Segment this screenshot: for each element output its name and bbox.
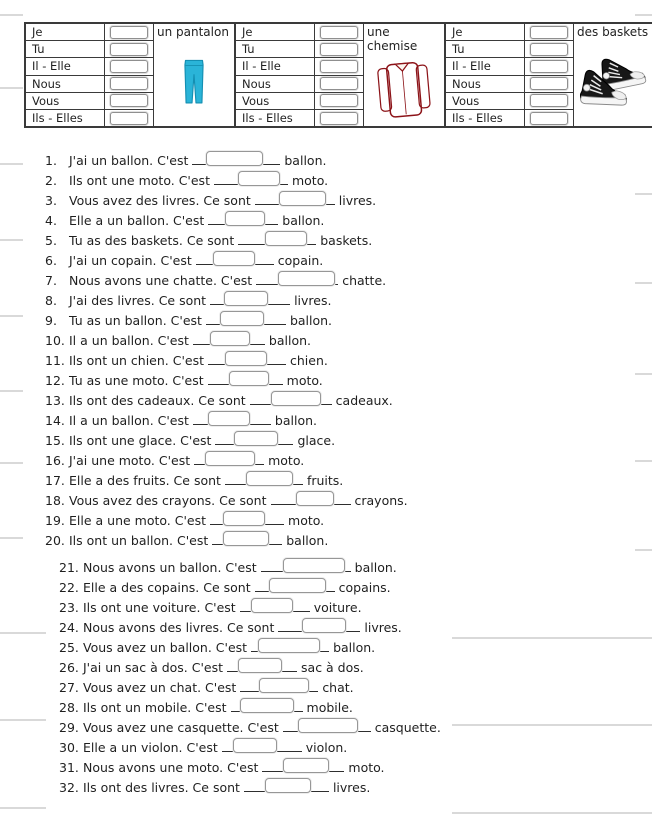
answer-input[interactable] bbox=[238, 658, 282, 673]
sentence-end: cadeaux. bbox=[335, 393, 393, 408]
exercise-item bbox=[45, 432, 645, 452]
exercise-number: 18. bbox=[45, 493, 65, 508]
sentence-end: fruits. bbox=[306, 473, 344, 488]
answer-input[interactable] bbox=[206, 151, 263, 166]
sentence-end: ballon. bbox=[354, 560, 397, 575]
exercise-number: 31. bbox=[59, 760, 79, 775]
answer-input[interactable] bbox=[296, 491, 334, 506]
sentence-end: sac à dos. bbox=[301, 660, 364, 675]
sentence-start: Ils ont un chien. C'est bbox=[69, 353, 205, 368]
exercise-item bbox=[45, 492, 645, 512]
answer-input[interactable] bbox=[224, 291, 268, 306]
pronoun-label: Ils - Elles bbox=[446, 110, 525, 126]
answer-input[interactable] bbox=[238, 171, 280, 186]
sentence-end: voiture. bbox=[313, 600, 362, 615]
sentence-start: Elle a une moto. C'est bbox=[69, 513, 207, 528]
answer-cell bbox=[525, 24, 574, 40]
exercise-number: 27. bbox=[59, 680, 79, 695]
ruled-line bbox=[452, 812, 652, 814]
sentence-end: moto. bbox=[288, 513, 325, 528]
pronoun-row bbox=[446, 58, 574, 75]
pronoun-row bbox=[446, 41, 574, 58]
pronoun-answer-input[interactable] bbox=[530, 77, 568, 90]
exercise-item bbox=[45, 512, 645, 532]
exercise-item bbox=[45, 272, 645, 292]
sentence-start: Ils ont des cadeaux. Ce sont bbox=[69, 393, 246, 408]
answer-blank bbox=[271, 492, 351, 505]
sentence-start: Vous avez des livres. Ce sont bbox=[69, 193, 251, 208]
pronoun-label: Ils - Elles bbox=[236, 110, 315, 126]
exercise-item bbox=[45, 152, 645, 172]
pronoun-label: Vous bbox=[26, 93, 105, 109]
exercise-number: 24. bbox=[59, 620, 79, 635]
answer-input[interactable] bbox=[234, 431, 278, 446]
answer-input[interactable] bbox=[220, 311, 264, 326]
sentence-start: Tu as des baskets. Ce sont bbox=[69, 233, 235, 248]
answer-cell bbox=[105, 41, 154, 57]
pronoun-label: Je bbox=[236, 24, 315, 40]
pronoun-answer-input[interactable] bbox=[530, 26, 568, 39]
pronoun-rows bbox=[236, 24, 364, 126]
exercise-item bbox=[59, 579, 645, 599]
sentence-end: livres. bbox=[332, 780, 371, 795]
answer-input[interactable] bbox=[225, 351, 267, 366]
pronoun-answer-input[interactable] bbox=[320, 94, 358, 107]
answer-blank bbox=[222, 739, 302, 752]
exercise-item bbox=[45, 392, 645, 412]
exercise-item bbox=[59, 639, 645, 659]
pronoun-label: Ils - Elles bbox=[26, 110, 105, 126]
sentence-start: Nous avons une chatte. C'est bbox=[69, 273, 253, 288]
answer-input[interactable] bbox=[278, 271, 335, 286]
pronoun-label: Tu bbox=[236, 41, 315, 57]
pronoun-row bbox=[446, 110, 574, 126]
sentence-end: ballon. bbox=[268, 333, 312, 348]
sentence-start: Elle a un violon. C'est bbox=[83, 740, 218, 755]
exercise-number: 17. bbox=[45, 473, 65, 488]
sentence-end: copain. bbox=[277, 253, 324, 268]
sentence-start: J'ai un sac à dos. C'est bbox=[83, 660, 224, 675]
exercise-number: 26. bbox=[59, 660, 79, 675]
pronoun-answer-input[interactable] bbox=[320, 112, 358, 125]
pronoun-answer-input[interactable] bbox=[320, 77, 358, 90]
exercise-item bbox=[59, 699, 645, 719]
ruled-line bbox=[0, 87, 23, 89]
answer-cell bbox=[525, 41, 574, 57]
answer-blank bbox=[212, 532, 282, 545]
sentence-start: Nous avons un ballon. C'est bbox=[83, 560, 257, 575]
pronoun-label: Il - Elle bbox=[26, 58, 105, 74]
answer-blank bbox=[225, 472, 303, 485]
exercise-item bbox=[45, 212, 645, 232]
conjugation-group bbox=[26, 24, 236, 126]
pronoun-row bbox=[26, 76, 154, 93]
pronoun-answer-input[interactable] bbox=[530, 112, 568, 125]
answer-cell bbox=[105, 110, 154, 126]
answer-blank bbox=[255, 579, 335, 592]
answer-blank bbox=[244, 779, 329, 792]
pronoun-row bbox=[236, 41, 364, 58]
sentence-end: moto. bbox=[286, 373, 323, 388]
exercise-number: 9. bbox=[45, 313, 57, 328]
exercise-number: 13. bbox=[45, 393, 65, 408]
answer-cell bbox=[105, 76, 154, 92]
pronoun-row bbox=[446, 93, 574, 110]
answer-input[interactable] bbox=[259, 678, 309, 693]
answer-input[interactable] bbox=[302, 618, 346, 633]
answer-blank bbox=[250, 392, 332, 405]
pronoun-row bbox=[236, 93, 364, 110]
pronoun-label: Tu bbox=[26, 41, 105, 57]
pronoun-answer-input[interactable] bbox=[530, 94, 568, 107]
pronoun-answer-input[interactable] bbox=[110, 112, 148, 125]
exercise-number: 12. bbox=[45, 373, 65, 388]
sentence-end: chatte. bbox=[342, 273, 387, 288]
answer-blank bbox=[255, 192, 335, 205]
sentence-start: J'ai un ballon. C'est bbox=[69, 153, 189, 168]
answer-cell bbox=[105, 58, 154, 74]
sentence-end: moto. bbox=[348, 760, 385, 775]
answer-cell bbox=[525, 76, 574, 92]
pronoun-row bbox=[26, 41, 154, 58]
sentence-start: Il a un ballon. C'est bbox=[69, 333, 189, 348]
pronoun-label: Il - Elle bbox=[236, 58, 315, 74]
exercise-number: 28. bbox=[59, 700, 79, 715]
shirt-icon bbox=[367, 53, 441, 125]
pants-icon bbox=[157, 39, 231, 125]
answer-blank bbox=[210, 512, 284, 525]
answer-blank bbox=[227, 659, 297, 672]
exercise-number: 22. bbox=[59, 580, 79, 595]
sentence-start: Tu as un ballon. C'est bbox=[69, 313, 202, 328]
pronoun-label: Nous bbox=[26, 76, 105, 92]
sentence-end: livres. bbox=[338, 193, 377, 208]
exercise-item bbox=[45, 452, 645, 472]
sentence-end: livres. bbox=[364, 620, 402, 635]
pronoun-label: Il - Elle bbox=[446, 58, 525, 74]
exercise-item bbox=[59, 719, 645, 739]
exercise-item bbox=[45, 332, 645, 352]
answer-input[interactable] bbox=[265, 778, 311, 793]
pronoun-row bbox=[236, 76, 364, 93]
answer-cell bbox=[315, 110, 364, 126]
sentence-start: Vous avez un chat. C'est bbox=[83, 680, 237, 695]
exercise-item bbox=[45, 172, 645, 192]
answer-cell bbox=[525, 58, 574, 74]
sentence-start: Vous avez une casquette. C'est bbox=[83, 720, 279, 735]
ruled-line bbox=[635, 14, 652, 16]
pronoun-label: Vous bbox=[236, 93, 315, 109]
ruled-line bbox=[0, 390, 23, 392]
answer-cell bbox=[315, 41, 364, 57]
sentence-end: ballon. bbox=[284, 153, 327, 168]
answer-input[interactable] bbox=[269, 578, 326, 593]
ruled-line bbox=[0, 163, 23, 165]
sentence-end: baskets. bbox=[320, 233, 373, 248]
exercise-number: 15. bbox=[45, 433, 65, 448]
sentence-end: moto. bbox=[268, 453, 305, 468]
exercise-item bbox=[59, 599, 645, 619]
answer-cell bbox=[525, 110, 574, 126]
sentence-end: violon. bbox=[305, 740, 348, 755]
sentence-start: Ils ont des livres. Ce sont bbox=[83, 780, 240, 795]
answer-input[interactable] bbox=[298, 718, 358, 733]
exercise-number: 29. bbox=[59, 720, 79, 735]
exercise-number: 1. bbox=[45, 153, 57, 168]
answer-blank bbox=[278, 619, 360, 632]
exercise-item bbox=[45, 292, 645, 312]
answer-blank bbox=[193, 332, 265, 345]
answer-input[interactable] bbox=[246, 471, 293, 486]
sentence-start: J'ai des livres. Ce sont bbox=[69, 293, 207, 308]
exercise-item bbox=[45, 372, 645, 392]
answer-blank bbox=[214, 172, 288, 185]
pronoun-answer-input[interactable] bbox=[110, 26, 148, 39]
sentence-start: Vous avez un ballon. C'est bbox=[83, 640, 248, 655]
exercise-item bbox=[59, 619, 645, 639]
exercise-item bbox=[45, 192, 645, 212]
sentence-end: glace. bbox=[297, 433, 336, 448]
answer-input[interactable] bbox=[223, 531, 269, 546]
exercise-number: 8. bbox=[45, 293, 57, 308]
shirt-icon bbox=[375, 57, 433, 121]
sentence-end: chat. bbox=[322, 680, 354, 695]
exercise-number: 10. bbox=[45, 333, 65, 348]
pronoun-row bbox=[236, 24, 364, 41]
sentence-end: chien. bbox=[290, 353, 328, 368]
ruled-line bbox=[0, 632, 46, 634]
sentence-start: Ils ont une glace. C'est bbox=[69, 433, 212, 448]
ruled-line bbox=[0, 807, 46, 809]
answer-blank bbox=[208, 372, 283, 385]
answer-blank bbox=[262, 759, 344, 772]
exercise-item bbox=[45, 352, 645, 372]
sentence-start: Elle a un ballon. C'est bbox=[69, 213, 205, 228]
pronoun-rows bbox=[446, 24, 574, 126]
answer-cell bbox=[315, 76, 364, 92]
sentence-start: Ils ont une voiture. C'est bbox=[83, 600, 236, 615]
answer-blank bbox=[240, 599, 310, 612]
exercise-item bbox=[59, 739, 645, 759]
sentence-start: Vous avez des crayons. Ce sont bbox=[69, 493, 267, 508]
pronoun-row bbox=[236, 58, 364, 75]
sentence-end: moto. bbox=[291, 173, 329, 188]
pronoun-row bbox=[236, 110, 364, 126]
exercise-item bbox=[45, 412, 645, 432]
exercise-number: 4. bbox=[45, 213, 57, 228]
exercise-number: 16. bbox=[45, 453, 65, 468]
exercise-item bbox=[59, 559, 645, 579]
sentence-start: Ils ont un ballon. C'est bbox=[69, 533, 209, 548]
answer-input[interactable] bbox=[223, 511, 265, 526]
item-cell bbox=[154, 24, 234, 126]
pronoun-row bbox=[446, 76, 574, 93]
answer-input[interactable] bbox=[225, 211, 265, 226]
answer-cell bbox=[525, 93, 574, 109]
pronoun-row bbox=[26, 24, 154, 41]
answer-input[interactable] bbox=[283, 558, 345, 573]
ruled-line bbox=[0, 14, 23, 16]
exercise-number: 32. bbox=[59, 780, 79, 795]
answer-blank bbox=[238, 232, 316, 245]
exercise-number: 30. bbox=[59, 740, 79, 755]
pronoun-answer-input[interactable] bbox=[530, 60, 568, 73]
sentence-end: ballon. bbox=[282, 213, 325, 228]
answer-blank bbox=[240, 679, 318, 692]
pronoun-answer-input[interactable] bbox=[530, 43, 568, 56]
answer-blank bbox=[215, 432, 293, 445]
exercise-number: 5. bbox=[45, 233, 57, 248]
pronoun-label: Tu bbox=[446, 41, 525, 57]
sentence-end: copains. bbox=[338, 580, 391, 595]
exercise-item bbox=[59, 679, 645, 699]
pronoun-label: Je bbox=[26, 24, 105, 40]
pronoun-answer-input[interactable] bbox=[110, 77, 148, 90]
exercise-number: 2. bbox=[45, 173, 57, 188]
sentence-end: ballon. bbox=[333, 640, 376, 655]
sentence-start: Nous avons une moto. C'est bbox=[83, 760, 259, 775]
exercise-item bbox=[45, 232, 645, 252]
ruled-line bbox=[0, 462, 23, 464]
exercise-number: 20. bbox=[45, 533, 65, 548]
conjugation-group bbox=[236, 24, 446, 126]
answer-input[interactable] bbox=[251, 598, 293, 613]
exercise-number: 23. bbox=[59, 600, 79, 615]
answer-blank bbox=[208, 352, 286, 365]
exercise-number: 25. bbox=[59, 640, 79, 655]
pronoun-answer-input[interactable] bbox=[110, 60, 148, 73]
answer-blank bbox=[256, 272, 338, 285]
ruled-line bbox=[0, 537, 23, 539]
answer-blank bbox=[283, 719, 371, 732]
sentence-end: crayons. bbox=[354, 493, 408, 508]
pronoun-label: Vous bbox=[446, 93, 525, 109]
exercise-number: 7. bbox=[45, 273, 57, 288]
sentence-end: ballon. bbox=[286, 533, 329, 548]
exercise-number: 14. bbox=[45, 413, 65, 428]
ruled-line bbox=[0, 239, 23, 241]
sentence-start: Il a un ballon. C'est bbox=[69, 413, 189, 428]
item-label: une chemise bbox=[367, 25, 418, 53]
pronoun-label: Je bbox=[446, 24, 525, 40]
answer-input[interactable] bbox=[229, 371, 269, 386]
answer-blank bbox=[192, 152, 280, 165]
pronoun-answer-input[interactable] bbox=[320, 26, 358, 39]
exercise-item bbox=[45, 472, 645, 492]
answer-cell bbox=[105, 93, 154, 109]
pronoun-row bbox=[26, 93, 154, 110]
exercise-number: 6. bbox=[45, 253, 57, 268]
item-label: des baskets bbox=[577, 25, 649, 39]
sentence-end: ballon. bbox=[289, 313, 333, 328]
pronoun-label: Nous bbox=[446, 76, 525, 92]
exercise-number: 3. bbox=[45, 193, 57, 208]
sneakers-icon bbox=[580, 56, 648, 108]
answer-cell bbox=[315, 58, 364, 74]
exercise-number: 11. bbox=[45, 353, 65, 368]
sentence-end: casquette. bbox=[374, 720, 441, 735]
answer-blank bbox=[194, 452, 264, 465]
answer-input[interactable] bbox=[258, 638, 320, 653]
exercise-item bbox=[45, 252, 645, 272]
answer-input[interactable] bbox=[283, 758, 329, 773]
answer-blank bbox=[193, 412, 271, 425]
answer-blank bbox=[208, 212, 278, 225]
item-cell bbox=[574, 24, 652, 126]
exercise-item bbox=[45, 532, 645, 552]
answer-input[interactable] bbox=[233, 738, 277, 753]
pronoun-rows bbox=[26, 24, 154, 126]
answer-input[interactable] bbox=[240, 698, 294, 713]
sentence-start: Nous avons des livres. Ce sont bbox=[83, 620, 275, 635]
answer-input[interactable] bbox=[213, 251, 255, 266]
sneakers-icon bbox=[577, 39, 651, 125]
pronoun-row bbox=[446, 24, 574, 41]
answer-blank bbox=[251, 639, 329, 652]
conjugation-group bbox=[446, 24, 652, 126]
answer-input[interactable] bbox=[271, 391, 321, 406]
answer-blank bbox=[261, 559, 351, 572]
sentence-start: Elle a des fruits. Ce sont bbox=[69, 473, 221, 488]
sentence-start: J'ai une moto. C'est bbox=[69, 453, 191, 468]
pronoun-label: Nous bbox=[236, 76, 315, 92]
answer-cell bbox=[315, 24, 364, 40]
pronoun-answer-input[interactable] bbox=[320, 60, 358, 73]
pants-icon bbox=[177, 47, 211, 117]
conjugation-table bbox=[24, 22, 652, 128]
answer-blank bbox=[210, 292, 290, 305]
pronoun-row bbox=[26, 58, 154, 75]
answer-input[interactable] bbox=[210, 331, 250, 346]
exercise-number: 19. bbox=[45, 513, 65, 528]
pronoun-answer-input[interactable] bbox=[110, 94, 148, 107]
answer-input[interactable] bbox=[208, 411, 250, 426]
sentence-start: Ils ont un mobile. C'est bbox=[83, 700, 227, 715]
exercise-item bbox=[59, 659, 645, 679]
answer-cell bbox=[315, 93, 364, 109]
ruled-line bbox=[0, 315, 23, 317]
exercise-item bbox=[59, 759, 645, 779]
exercise-item bbox=[45, 312, 645, 332]
answer-input[interactable] bbox=[205, 451, 255, 466]
sentence-start: J'ai un copain. C'est bbox=[69, 253, 192, 268]
item-label: un pantalon bbox=[157, 25, 229, 39]
sentence-start: Elle a des copains. Ce sont bbox=[83, 580, 251, 595]
exercise-number: 21. bbox=[59, 560, 79, 575]
pronoun-row bbox=[26, 110, 154, 126]
exercise-list bbox=[45, 152, 645, 799]
item-cell bbox=[364, 24, 444, 126]
ruled-line bbox=[0, 719, 46, 721]
answer-blank bbox=[196, 252, 274, 265]
answer-blank bbox=[231, 699, 303, 712]
sentence-start: Tu as une moto. C'est bbox=[69, 373, 204, 388]
sentence-end: livres. bbox=[294, 293, 332, 308]
sentence-end: mobile. bbox=[306, 700, 353, 715]
answer-cell bbox=[105, 24, 154, 40]
answer-input[interactable] bbox=[265, 231, 307, 246]
sentence-end: ballon. bbox=[274, 413, 318, 428]
exercise-item bbox=[59, 779, 645, 799]
pronoun-answer-input[interactable] bbox=[320, 43, 358, 56]
sentence-start: Ils ont une moto. C'est bbox=[69, 173, 210, 188]
answer-input[interactable] bbox=[279, 191, 326, 206]
pronoun-answer-input[interactable] bbox=[110, 43, 148, 56]
answer-blank bbox=[206, 312, 286, 325]
